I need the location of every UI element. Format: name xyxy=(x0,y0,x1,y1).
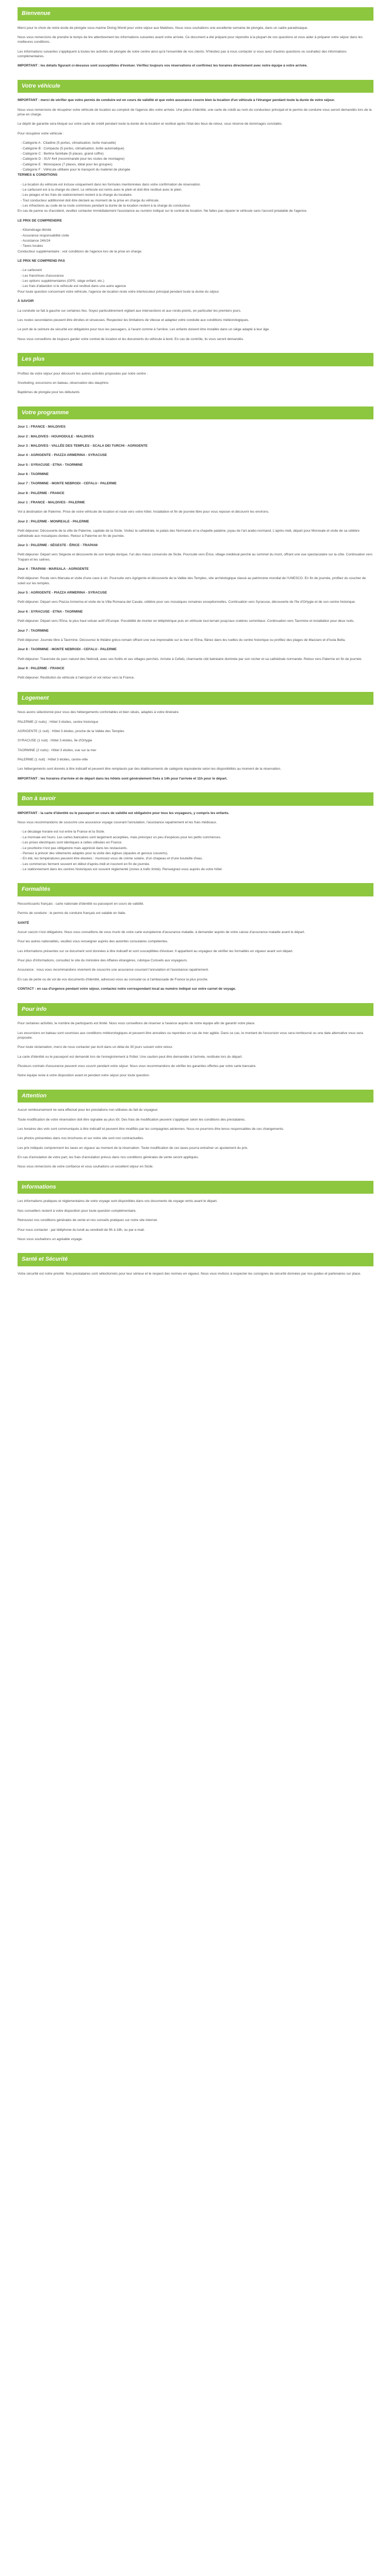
section-paragraph: Les prix indiqués comprennent les taxes en vigueur au moment de la réservation. Toute modification de ces taxes pourra entraîner un ajustement du prix. xyxy=(18,1146,249,1150)
section-paragraph: PALERME (1 nuit) : Hôtel 3 étoiles, centre-ville xyxy=(18,758,88,762)
section-paragraph: - Catégorie E : Monospace (7 places, idéal pour les groupes) xyxy=(21,162,112,166)
section-paragraph: IMPORTANT : les horaires d'arrivée et de départ dans les hôtels sont généralement fixés à 14h pour l'arrivée et 11h pour le départ. xyxy=(18,776,227,781)
section-title: Santé et Sécurité xyxy=(18,1253,373,1266)
section-paragraph: Ressortissants français : carte nationale d'identité ou passeport en cours de validité. xyxy=(18,902,144,906)
section-title: Votre véhicule xyxy=(18,80,373,93)
section-paragraph: Jour 8 : PALERME - FRANCE xyxy=(18,491,64,495)
section-paragraph: - Les péages et les frais de stationnement restent à la charge du locataire. xyxy=(21,193,133,197)
section-paragraph: Pour certaines activités, le nombre de participants est limité. Nous vous conseillons de réserver à l'avance auprès de notre équipe afin de garantir votre place. xyxy=(18,1022,255,1026)
section-paragraph: Aucun vaccin n'est obligatoire. Nous vous conseillons de vous munir de votre carte européenne d'assurance maladie, à demander auprès de votre caisse d'assurance maladie avant le départ. xyxy=(18,930,305,935)
section-paragraph: Nous vous remercions de votre confiance et vous souhaitons un excellent séjour en Sicile. xyxy=(18,1165,154,1169)
section-paragraph: Petit déjeuner. Départ vers Piazza Armerina et visite de la Villa Romana del Casale, célèbre pour ses mosaïques romaines exceptionnelles. Continuation vers Syracuse, découverte de l'île d'Ortygie et de son centre historique. xyxy=(18,600,356,604)
section-paragraph: Jour 5 : SYRACUSE - ETNA - TAORMINE xyxy=(18,463,83,467)
section-paragraph: Petit déjeuner. Route vers Marsala et visite d'une cave à vin. Poursuite vers Agrigente et découverte de la Vallée des Temples, site archéologique classé au patrimoine mondial de l'UNESCO. En fin de journée, profitez du coucher de soleil sur les temples. xyxy=(18,577,366,585)
section-paragraph: - Le carburant xyxy=(21,268,42,273)
section-paragraph: Jour 3 : PALERME - SÉGESTE - ÉRICE - TRAPANI xyxy=(18,543,98,547)
section-paragraph: Petit déjeuner. Restitution du véhicule à l'aéroport et vol retour vers la France. xyxy=(18,676,135,680)
section-paragraph: - Le carburant est à la charge du client. Le véhicule est remis avec le plein et doit être restitué avec le plein. xyxy=(21,188,183,192)
section-paragraph: - Le pourboire n'est pas obligatoire mais apprécié dans les restaurants. xyxy=(21,846,128,850)
section-paragraph: LE PRIX NE COMPREND PAS xyxy=(18,259,65,263)
section-paragraph: Jour 9 : PALERME - FRANCE xyxy=(18,666,64,670)
section-paragraph: Pour nous contacter : par téléphone du lundi au vendredi de 9h à 18h, ou par e-mail. xyxy=(18,1228,145,1232)
section-paragraph: Conducteur supplémentaire : voir conditions de l'agence lors de la prise en charge. xyxy=(18,249,142,253)
section-paragraph: Jour 4 : TRAPANI - MARSALA - AGRIGENTE xyxy=(18,567,89,571)
section-paragraph: Toute modification de votre réservation doit être signalée au plus tôt. Des frais de modification peuvent s'appliquer selon les conditions des prestataires. xyxy=(18,1117,246,1122)
section-paragraph: Jour 7 : TAORMINE - MONTE NEBRODI - CEFALU - PALERME xyxy=(18,482,117,486)
section-paragraph: Jour 6 : TAORMINE xyxy=(18,472,49,477)
section-paragraph: Les hébergements sont donnés à titre indicatif et peuvent être remplacés par des établissements de catégorie équivalente selon les disponibilités au moment de la réservation. xyxy=(18,767,281,771)
section-paragraph: En cas de perte ou de vol de vos documents d'identité, adressez-vous au consulat ou à l'ambassade de France la plus proche. xyxy=(18,977,208,981)
section-paragraph: - Les prises électriques sont identiques à celles utilisées en France. xyxy=(21,841,123,845)
section-paragraph: - Taxes locales xyxy=(21,244,43,248)
section-paragraph: En cas d'annulation de votre part, les frais d'annulation prévus dans nos conditions générales de vente seront appliqués. xyxy=(18,1156,199,1160)
section-paragraph: - La location du véhicule est incluse uniquement dans les formules mentionnées dans votre confirmation de réservation. xyxy=(21,182,201,187)
section-paragraph: Jour 3 : MALDIVES - VALLÉE DES TEMPLES - SCALA DEI TURCHI - AGRIGENTE xyxy=(18,444,148,448)
section-paragraph: CONTACT : en cas d'urgence pendant votre séjour, contactez notre correspondant local au numéro indiqué sur votre carnet de voyage. xyxy=(18,987,236,991)
section-paragraph: Nous vous conseillons de toujours garder votre contrat de location et les documents du véhicule à bord. En cas de contrôle, ils vous seront demandés. xyxy=(18,337,245,341)
section-paragraph: À SAVOIR xyxy=(18,299,34,303)
section-paragraph: Pour toute question concernant votre véhicule, l'agence de location reste votre interlocuteur principal pendant toute la durée du séjour. xyxy=(18,290,220,294)
section-paragraph: La conduite se fait à gauche sur certaines îles. Soyez particulièrement vigilant aux intersections et aux ronds-points, en particulier les premiers jours. xyxy=(18,309,241,313)
section-paragraph: - Catégorie F : Véhicule utilitaire pour le transport du matériel de plongée xyxy=(21,167,131,172)
section-paragraph: Jour 1 : FRANCE - MALDIVES - PALERME xyxy=(18,501,85,505)
section-paragraph: Le dépôt de garantie sera bloqué sur votre carte de crédit pendant toute la durée de la location et restitué après l'état des lieux de retour, sous réserve de dommages constatés. xyxy=(18,122,283,126)
section-paragraph: Merci pour le choix de notre école de plongée sous-marine Diving World pour votre séjour aux Maldives. Nous vous souhaitons une excellente semaine de plongée, dans un cadre paradisiaque. xyxy=(18,26,308,30)
section-paragraph: Nos conseillers restent à votre disposition pour toute question complémentaire. xyxy=(18,1209,137,1213)
section-paragraph: - Le stationnement dans les centres historiques est souvent réglementé (zones à trafic limité). Renseignez-vous auprès de votre hôtel. xyxy=(21,868,223,871)
section-title: Formalités xyxy=(18,883,373,896)
section-paragraph: Nous vous recommandons de souscrire une assurance voyage couvrant l'annulation, l'assistance rapatriement et les frais médicaux. xyxy=(18,821,217,825)
section-title: Bienvenue xyxy=(18,7,373,21)
section-paragraph: AGRIGENTE (1 nuit) : Hôtel 3 étoiles, proche de la Vallée des Temples xyxy=(18,730,124,733)
section-title: Informations xyxy=(18,1181,373,1194)
section-paragraph: Les routes secondaires peuvent être étroites et sinueuses. Respectez les limitations de vitesse et adaptez votre conduite aux conditions météorologiques. xyxy=(18,318,249,322)
section-paragraph: TAORMINE (2 nuits) : Hôtel 3 étoiles, vue sur la mer xyxy=(18,748,96,752)
section-paragraph: - Pensez à prévoir des vêtements adaptés pour la visite des églises (épaules et genoux couverts). xyxy=(21,851,168,855)
section-title: Les plus xyxy=(18,353,373,366)
section-paragraph: Jour 2 : MALDIVES - HOUHODULE - MALDIVES xyxy=(18,434,94,438)
section-paragraph: Profitez de votre séjour pour découvrir les autres activités proposées par notre centre : xyxy=(18,371,148,376)
section-paragraph: - Catégorie D : SUV 4x4 (recommandé pour les routes de montagne) xyxy=(21,157,125,161)
section-paragraph: - Catégorie B : Compacte (5 portes, climatisation, boîte automatique) xyxy=(21,146,124,150)
section-paragraph: - Kilométrage illimité xyxy=(21,228,52,232)
section-paragraph: - Les commerces ferment souvent en début d'après-midi et rouvrent en fin de journée. xyxy=(21,862,150,866)
section-paragraph: Plusieurs contrats d'assurance peuvent vous couvrir pendant votre séjour. Nous vous recommandons de vérifier les garanties offertes par votre carte bancaire. xyxy=(18,1064,256,1068)
section-paragraph: Retrouvez nos conditions générales de vente et nos conseils pratiques sur notre site internet. xyxy=(18,1218,158,1223)
section-paragraph: Les photos présentées dans nos brochures et sur notre site sont non contractuelles. xyxy=(18,1137,144,1141)
section-title: Attention xyxy=(18,1090,373,1103)
section-paragraph: - La monnaie est l'euro. Les cartes bancaires sont largement acceptées, mais prévoyez un peu d'espèces pour les petits commerces. xyxy=(21,835,221,839)
section-paragraph: - Les infractions au code de la route commises pendant la durée de la location restent à la charge du conducteur. xyxy=(21,204,191,208)
section-paragraph: La carte d'identité ou le passeport est demandé lors de l'enregistrement à l'hôtel. Une caution peut être demandée à l'arrivée, restituée lors du départ. xyxy=(18,1055,243,1059)
section-paragraph: Les excursions en bateau sont soumises aux conditions météorologiques et peuvent être annulées ou reportées en cas de mer agitée. Dans ce cas, le montant de l'excursion vous sera remboursé ou une date alternative vous sera proposée. xyxy=(18,1031,363,1040)
section-paragraph: Les informations pratiques et réglementaires de votre voyage sont disponibles dans vos documents de voyage remis avant le départ. xyxy=(18,1199,218,1204)
section-paragraph: - Catégorie A : Citadine (5 portes, climatisation, boîte manuelle) xyxy=(21,141,116,145)
section-paragraph: Jour 7 : TAORMINE xyxy=(18,629,49,633)
section-paragraph: - Catégorie C : Berline familiale (5 places, grand coffre) xyxy=(21,151,104,156)
section-paragraph: Petit déjeuner. Découverte de la ville de Palerme, capitale de la Sicile. Visitez la cathédrale, le palais des Normands et la chapelle palatine, joyau de l'art arabo-normand. L'après-midi, départ pour Monreale et visite de sa célèbre cathédrale aux mosaïques dorées. Retour à Palerme en fin de journée. xyxy=(18,529,360,538)
section-paragraph: PALERME (2 nuits) : Hôtel 3 étoiles, centre historique xyxy=(18,720,99,724)
section-paragraph: Petit déjeuner. Départ vers l'Etna, le plus haut volcan actif d'Europe. Possibilité de monter en téléphérique puis en véhicule tout-terrain jusqu'aux cratères sommitaux. Continuation vers Taormine et installation pour deux nuits. xyxy=(18,619,355,623)
section-paragraph: Jour 1 : FRANCE - MALDIVES xyxy=(18,425,66,429)
section-paragraph: Jour 8 : TAORMINE - MONTE NEBRODI - CEFALU - PALERME xyxy=(18,648,117,652)
section-paragraph: - Tout conducteur additionnel doit être déclaré au moment de la prise en charge du véhicule. xyxy=(21,198,159,202)
section-paragraph: IMPORTANT : merci de vérifier que votre permis de conduire est en cours de validité et que votre assurance couvre bien la location d'un véhicule à l'étranger pendant toute la durée de votre séjour. xyxy=(18,98,335,103)
section-title: Votre programme xyxy=(18,406,373,420)
section-paragraph: Permis de conduire : le permis de conduire français est valable en Italie. xyxy=(18,911,126,916)
section-paragraph: - Les franchises d'assurance xyxy=(21,274,64,278)
section-title: Bon à savoir xyxy=(18,792,373,806)
section-paragraph: Les horaires des vols sont communiqués à titre indicatif et peuvent être modifiés par les compagnies aériennes. Nous ne pourrons être tenus responsables de ces changements. xyxy=(18,1127,284,1131)
section-paragraph: IMPORTANT : la carte d'identité ou le passeport en cours de validité est obligatoire pour tous les voyageurs, y compris les enfants. xyxy=(18,811,230,815)
section-paragraph: Jour 2 : PALERME - MONREALE - PALERME xyxy=(18,519,89,523)
section-paragraph: Jour 6 : SYRACUSE - ETNA - TAORMINE xyxy=(18,609,83,614)
section-paragraph: SANTÉ xyxy=(18,921,29,925)
section-paragraph: Vol à destination de Palerme. Prise de votre véhicule de location et route vers votre hôtel. Installation et fin de journée libre pour vous reposer et découvrir les environs. xyxy=(18,510,269,514)
section-paragraph: Pour récupérer votre véhicule : xyxy=(18,131,64,135)
section-paragraph: Nous vous souhaitons un agréable voyage. xyxy=(18,1237,83,1241)
section-paragraph: Petit déjeuner. Journée libre à Taormine. Découvrez le théâtre gréco-romain offrant une vue imprenable sur la mer et l'Etna, flânez dans les ruelles du centre historique ou profitez des plages de Mazzaro et d'Isola Bella. xyxy=(18,638,346,642)
section-paragraph: Nous vous remercions de récupérer votre véhicule de location au comptoir de l'agence dès votre arrivée. Une pièce d'identité, une carte de crédit au nom du conducteur principal et le permis de conduire vous seront demandés lors de la prise en charge. xyxy=(18,108,372,117)
section-paragraph: - Assistance 24h/24 xyxy=(21,239,51,243)
section-title: Pour info xyxy=(18,1003,373,1016)
section-paragraph: Baptêmes de plongée pour les débutants xyxy=(18,391,80,395)
section-paragraph: Les informations présentes sur ce document sont données à titre indicatif et sont susceptibles d'évoluer. Il appartient au voyageur de vérifier les formalités en vigueur avant son départ. xyxy=(18,949,294,953)
section-paragraph: Jour 5 : AGRIGENTE - PIAZZA ARMERINA - SYRACUSE xyxy=(18,591,107,595)
section-paragraph: - En été, les températures peuvent être élevées : munissez-vous de crème solaire, d'un chapeau et d'une bouteille d'eau. xyxy=(21,857,203,861)
section-paragraph: Nous vous remercions de prendre le temps de lire attentivement les informations suivantes avant votre arrivée. Ce document a été préparé pour répondre à la plupart de vos questions et vous aider à préparer votre séjour dans les meilleures conditions. xyxy=(18,35,363,44)
section-paragraph: En cas de panne ou d'accident, veuillez contacter immédiatement l'assistance au numéro indiqué sur le contrat de location. Ne faites pas réparer le véhicule sans l'accord préalable de l'agence. xyxy=(18,209,307,213)
section-paragraph: - Assurance responsabilité civile xyxy=(21,233,69,238)
section-title: Logement xyxy=(18,692,373,705)
section-paragraph: Nous avons sélectionné pour vous des hébergements confortables et bien situés, adaptés à votre itinéraire. xyxy=(18,710,180,715)
section-paragraph: Petit déjeuner. Départ vers Ségeste et découverte de son temple dorique, l'un des mieux conservés de Sicile. Poursuite vers Érice, village médiéval perché au sommet du mont, offrant une vue spectaculaire sur la côte. Continuation vers Trapani et les salines. xyxy=(18,553,372,562)
section-paragraph: SYRACUSE (1 nuit) : Hôtel 3 étoiles, île d'Ortygie xyxy=(18,739,92,743)
section-paragraph: Pour les autres nationalités, veuillez vous renseigner auprès des autorités consulaires compétentes. xyxy=(18,940,169,944)
section-paragraph: TERMES & CONDITIONS xyxy=(18,173,58,177)
section-paragraph: - Le décalage horaire est nul entre la France et la Sicile. xyxy=(21,830,105,834)
section-paragraph: Petit déjeuner. Traversée du parc naturel des Nebrodi, avec ses forêts et ses villages perchés. Arrivée à Cefalù, charmante cité balnéaire dominée par son rocher et sa cathédrale normande. Retour vers Palerme en fin de journée. xyxy=(18,657,363,661)
section-paragraph: Le port de la ceinture de sécurité est obligatoire pour tous les passagers, à l'avant comme à l'arrière. Les enfants doivent être installés dans un siège adapté à leur âge. xyxy=(18,328,270,332)
section-paragraph: Aucun remboursement ne sera effectué pour les prestations non utilisées du fait du voyageur. xyxy=(18,1108,158,1112)
section-paragraph: Les informations suivantes s'appliquent à toutes les activités de plongée de notre centre ainsi qu'à l'ensemble de nos clients. N'hésitez pas à nous contacter si vous avez d'autres questions ou souhaitez des informations complémentaires. xyxy=(18,49,347,59)
section-paragraph: Pour toute réclamation, merci de nous contacter par écrit dans un délai de 30 jours suivant votre retour. xyxy=(18,1045,173,1049)
section-paragraph: Pour plus d'informations, consultez le site du ministère des Affaires étrangères, rubrique Conseils aux voyageurs. xyxy=(18,959,188,963)
section-paragraph: - Les options supplémentaires (GPS, siège enfant, etc.) xyxy=(21,279,104,283)
section-paragraph: Jour 4 : AGRIGENTE - PIAZZA ARMERINA - SYRACUSE xyxy=(18,453,107,457)
section-paragraph: Votre sécurité est notre priorité. Nos prestataires sont sélectionnés pour leur sérieux et le respect des normes en vigueur. Nous vous invitons à respecter les consignes de sécurité données par nos guides et partenaires sur place. xyxy=(18,1272,361,1276)
section-paragraph: LE PRIX DE COMPRENDRE xyxy=(18,218,62,223)
section-paragraph: Snorkeling, excursions en bateau, observation des dauphins xyxy=(18,381,109,385)
section-paragraph: IMPORTANT : les détails figurant ci-dessous sont susceptibles d'évoluer. Vérifiez toujours vos réservations et confirmez les horaires directement avec notre équipe à votre arrivée. xyxy=(18,64,308,68)
section-paragraph: - Les frais d'abandon si le véhicule est restitué dans une autre agence xyxy=(21,284,126,289)
section-paragraph: Assurance : nous vous recommandons vivement de souscrire une assurance couvrant l'annulation et l'assistance rapatriement. xyxy=(18,968,209,972)
section-paragraph: Notre équipe reste à votre disposition avant et pendant votre séjour pour toute question. xyxy=(18,1074,150,1078)
